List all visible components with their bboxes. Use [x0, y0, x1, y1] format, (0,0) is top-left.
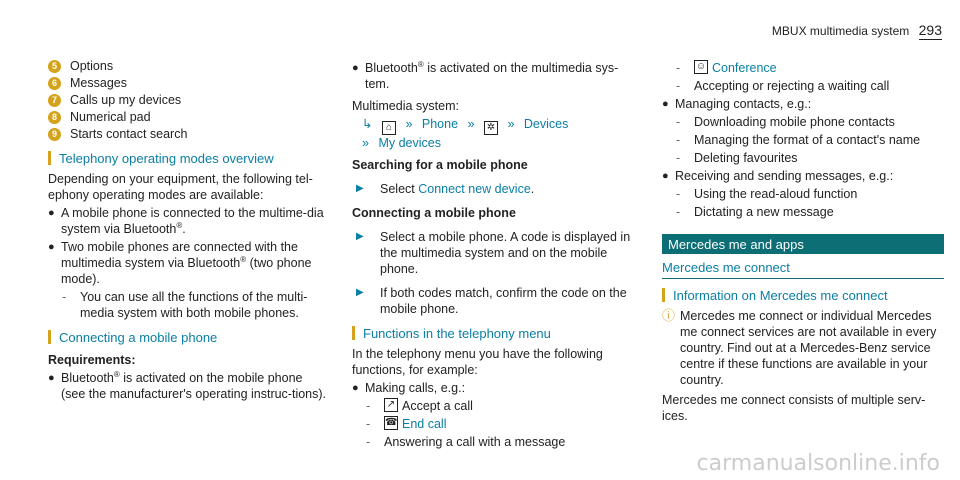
- paragraph: Depending on your equipment, the following tel-ephony operating modes are available:: [48, 172, 313, 202]
- bullet-icon: ●: [352, 382, 359, 394]
- dash-icon: -: [62, 290, 67, 304]
- step-item: [352, 181, 637, 197]
- dash-text: Dictating a new message: [694, 205, 834, 219]
- bullet-icon: ●: [352, 62, 359, 74]
- dash-icon: -: [676, 79, 681, 93]
- dash-item: [676, 78, 944, 94]
- step-text: Select a mobile phone. A code is displayed in the multimedia system and on the mobile phone.: [380, 230, 631, 276]
- section-heading: [352, 326, 637, 342]
- list-item: [48, 75, 328, 91]
- dash-item: [676, 204, 944, 220]
- dash-icon: -: [366, 435, 371, 449]
- column-1: [48, 58, 328, 404]
- dash-text: Deleting favourites: [694, 151, 798, 165]
- step-arrow-icon: ▶: [356, 287, 364, 298]
- dash-item: [676, 186, 944, 202]
- registered-mark: ®: [176, 220, 183, 230]
- bullet-icon: ●: [48, 372, 55, 384]
- dash-text: You can use all the functions of the multi-media system with both mobile phones.: [80, 290, 308, 320]
- page-number: 293: [918, 22, 942, 38]
- dash-icon: -: [676, 151, 681, 165]
- chevron-right-icon: »: [467, 117, 475, 131]
- dash-item: [366, 416, 637, 432]
- section-heading: [48, 330, 328, 346]
- heading-bar: [352, 326, 355, 340]
- step-arrow-icon: ▶: [356, 231, 364, 242]
- dash-item: [676, 114, 944, 130]
- bullet-text-part: Bluetooth: [61, 371, 114, 385]
- dash-text: Using the read-aloud function: [694, 187, 858, 201]
- number-badge: 7: [48, 94, 61, 107]
- dash-icon: -: [366, 399, 371, 413]
- bullet-item: [48, 370, 328, 402]
- number-badge: 6: [48, 77, 61, 90]
- list-item: [48, 92, 328, 108]
- settings-icon: ✲: [484, 121, 498, 135]
- menu-path: [362, 116, 637, 151]
- watermark: carmanualsonline.info: [696, 451, 940, 476]
- end-call-icon: ☎: [385, 417, 398, 428]
- enter-arrow-icon: ↳: [362, 117, 373, 131]
- column-2: [352, 58, 637, 452]
- bullet-text-end: (two phone mode).: [61, 256, 312, 286]
- step-text: If both codes match, confirm the code on the mobile phone.: [380, 286, 627, 316]
- heading-text: Information on Mercedes me connect: [673, 288, 888, 303]
- bullet-item: [662, 96, 944, 112]
- home-icon: ⌂: [382, 121, 396, 135]
- dash-icon: -: [676, 187, 681, 201]
- chevron-right-icon: »: [405, 117, 413, 131]
- end-call-link[interactable]: End call: [402, 417, 447, 431]
- number-badge: 5: [48, 60, 61, 73]
- dash-text: Managing the format of a contact's name: [694, 133, 921, 147]
- column-3: [662, 58, 944, 426]
- accept-call-icon: ↗: [384, 398, 398, 412]
- bullet-text: [61, 239, 328, 287]
- heading-bar: [48, 151, 51, 165]
- bullet-item: [48, 205, 328, 237]
- section-heading: [662, 288, 944, 304]
- subheading: Searching for a mobile phone: [352, 158, 528, 172]
- requirements-label: Requirements:: [48, 353, 136, 367]
- dash-item: [676, 150, 944, 166]
- dash-icon: -: [366, 417, 371, 431]
- dash-icon: -: [676, 61, 681, 75]
- step-text-pre: Select: [380, 182, 419, 196]
- bullet-text-part: A mobile phone is connected to the multime-dia system via Bluetooth: [61, 206, 324, 236]
- dash-icon: -: [676, 133, 681, 147]
- bullet-item: [352, 380, 637, 396]
- bullet-text-end: .: [182, 222, 186, 236]
- registered-mark: ®: [417, 59, 424, 69]
- heading-text: Connecting a mobile phone: [59, 330, 218, 345]
- chevron-right-icon: »: [507, 117, 515, 131]
- page-header: [772, 22, 942, 39]
- bullet-item: [48, 239, 328, 287]
- path-phone[interactable]: Phone: [421, 117, 459, 131]
- connect-new-device-link[interactable]: Connect new device: [418, 182, 531, 196]
- dash-text: Accepting or rejecting a waiting call: [694, 79, 890, 93]
- bullet-text: [61, 370, 328, 402]
- list-item-label: Numerical pad: [70, 110, 151, 124]
- dash-text: Accept a call: [402, 399, 473, 413]
- number-badge: 9: [48, 128, 61, 141]
- bullet-icon: ●: [662, 170, 669, 182]
- bullet-item: [662, 168, 944, 184]
- bullet-text-part: Bluetooth: [365, 61, 418, 75]
- list-item: [48, 126, 328, 142]
- registered-mark: ®: [113, 369, 120, 379]
- bullet-icon: ●: [662, 98, 669, 110]
- path-my-devices[interactable]: My devices: [378, 136, 441, 150]
- step-text-post: .: [530, 182, 535, 196]
- heading-text: Functions in the telephony menu: [363, 326, 551, 341]
- heading-bar: [662, 288, 665, 302]
- dash-icon: -: [676, 205, 681, 219]
- bullet-text-part: Two mobile phones are connected with the multimedia system via Bluetooth: [61, 240, 298, 270]
- bullet-text: Managing contacts, e.g.:: [675, 97, 812, 111]
- dash-item: [676, 60, 944, 76]
- dash-icon: -: [676, 115, 681, 129]
- number-badge: 8: [48, 111, 61, 124]
- heading-text: Telephony operating modes overview: [59, 151, 274, 166]
- list-item-label: Messages: [70, 76, 127, 90]
- bullet-text: [61, 205, 328, 237]
- step-text: [380, 181, 534, 197]
- info-icon: ⓘ: [662, 308, 676, 323]
- registered-mark: ®: [240, 254, 247, 264]
- bullet-item: [352, 60, 637, 92]
- path-devices[interactable]: Devices: [523, 117, 569, 131]
- dash-text: Answering a call with a message: [384, 435, 566, 449]
- bullet-text-end: is activated on the multimedia sys-tem.: [365, 61, 619, 91]
- bullet-text: [365, 60, 637, 92]
- paragraph: In the telephony menu you have the following functions, for example:: [352, 347, 603, 377]
- chapter-banner: Mercedes me and apps: [662, 234, 944, 254]
- dash-item: [366, 398, 637, 414]
- header-title: MBUX multimedia system: [771, 24, 910, 38]
- paragraph: Mercedes me connect consists of multiple serv-ices.: [662, 393, 926, 423]
- chapter-title: Mercedes me connect: [662, 254, 944, 279]
- bullet-text-end: is activated on the mobile phone (see the manufacturer's operating instruc-tions).: [61, 371, 327, 401]
- conference-link[interactable]: Conference: [712, 61, 777, 75]
- heading-bar: [48, 330, 51, 344]
- list-item: [48, 109, 328, 125]
- chevron-right-icon: »: [362, 136, 369, 150]
- step-item: [352, 285, 637, 317]
- step-item: [352, 229, 637, 277]
- list-item-label: Calls up my devices: [70, 93, 182, 107]
- bullet-text: Making calls, e.g.:: [365, 381, 466, 395]
- bullet-icon: ●: [48, 241, 55, 253]
- info-text: Mercedes me connect or individual Mercedes me connect services are not available in every country. Find out at a Mercedes-Benz service centre if these functions are available in your country.: [680, 309, 937, 387]
- section-heading: [48, 151, 328, 167]
- dash-item: [676, 132, 944, 148]
- dash-item: [62, 289, 328, 321]
- paragraph: Multimedia system:: [352, 99, 459, 113]
- list-item-label: Starts contact search: [70, 127, 188, 141]
- subheading: Connecting a mobile phone: [352, 206, 516, 220]
- bullet-text: Receiving and sending messages, e.g.:: [675, 169, 894, 183]
- list-item-label: Options: [70, 59, 114, 73]
- info-note: [662, 308, 944, 388]
- bullet-icon: ●: [48, 207, 55, 219]
- step-arrow-icon: ▶: [356, 183, 364, 194]
- conference-icon: ☺: [695, 61, 707, 72]
- dash-text: Downloading mobile phone contacts: [694, 115, 895, 129]
- dash-item: [366, 434, 637, 450]
- list-item: [48, 58, 328, 74]
